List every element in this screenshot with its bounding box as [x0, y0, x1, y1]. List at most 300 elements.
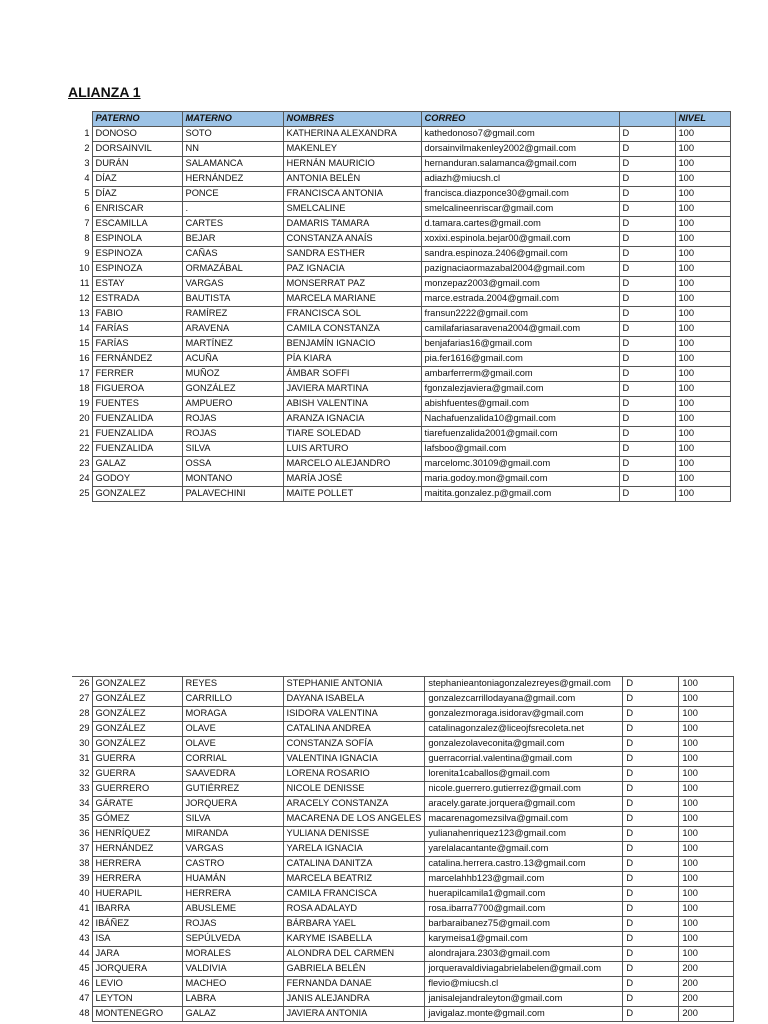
- grupo-cell: D: [619, 472, 675, 487]
- nivel-cell: 100: [679, 767, 734, 782]
- nivel-cell: 100: [675, 487, 730, 502]
- paterno-cell: DÍAZ: [92, 187, 182, 202]
- correo-cell: fgonzalezjaviera@gmail.com: [421, 382, 619, 397]
- materno-cell: RAMÍREZ: [182, 307, 283, 322]
- grupo-cell: D: [619, 412, 675, 427]
- grupo-cell: D: [623, 812, 679, 827]
- paterno-cell: GÓMEZ: [92, 812, 182, 827]
- correo-cell: marce.estrada.2004@gmail.com: [421, 292, 619, 307]
- grupo-cell: D: [623, 752, 679, 767]
- row-index: 16: [79, 353, 90, 364]
- table-row: [72, 292, 730, 307]
- table-row: [72, 947, 734, 962]
- grupo-cell: D: [623, 722, 679, 737]
- paterno-cell: DORSAINVIL: [92, 142, 182, 157]
- materno-cell: MARTÍNEZ: [182, 337, 283, 352]
- row-index: 31: [79, 753, 90, 764]
- nombres-cell: LORENA ROSARIO: [283, 767, 425, 782]
- paterno-cell: FUENTES: [92, 397, 182, 412]
- grupo-cell: D: [619, 172, 675, 187]
- materno-cell: BAUTISTA: [182, 292, 283, 307]
- correo-cell: guerracorrial.valentina@gmail.com: [425, 752, 623, 767]
- table-row: [72, 412, 730, 427]
- grupo-cell: D: [619, 262, 675, 277]
- materno-cell: ROJAS: [182, 917, 283, 932]
- grupo-cell: D: [623, 887, 679, 902]
- grupo-cell: D: [623, 872, 679, 887]
- nivel-cell: 100: [679, 752, 734, 767]
- nombres-cell: JAVIERA MARTINA: [283, 382, 421, 397]
- materno-cell: SILVA: [182, 812, 283, 827]
- nombres-cell: CONSTANZA SOFÍA: [283, 737, 425, 752]
- paterno-cell: IBÁÑEZ: [92, 917, 182, 932]
- students-table-bottom: [72, 676, 734, 1022]
- nombres-cell: BENJAMÍN IGNACIO: [283, 337, 421, 352]
- correo-cell: macarenagomezsilva@gmail.com: [425, 812, 623, 827]
- nivel-cell: 100: [675, 412, 730, 427]
- nombres-cell: SMELCALINE: [283, 202, 421, 217]
- correo-cell: catalinagonzalez@liceojfsrecoleta.net: [425, 722, 623, 737]
- table-row: [72, 962, 734, 977]
- grupo-cell: D: [619, 157, 675, 172]
- table-row: [72, 352, 730, 367]
- grupo-cell: D: [623, 1007, 679, 1022]
- table-row: [72, 932, 734, 947]
- correo-cell: abishfuentes@gmail.com: [421, 397, 619, 412]
- materno-cell: HERRERA: [182, 887, 283, 902]
- grupo-cell: D: [623, 797, 679, 812]
- nombres-cell: ALONDRA DEL CARMEN: [283, 947, 425, 962]
- nivel-cell: 100: [675, 382, 730, 397]
- grupo-cell: D: [619, 352, 675, 367]
- row-index: 3: [84, 158, 90, 169]
- materno-cell: LABRA: [182, 992, 283, 1007]
- paterno-cell: FERNÁNDEZ: [92, 352, 182, 367]
- nivel-cell: 100: [679, 827, 734, 842]
- nombres-cell: MARCELO ALEJANDRO: [283, 457, 421, 472]
- correo-cell: gonzalezcarrillodayana@gmail.com: [425, 692, 623, 707]
- materno-cell: CORRIAL: [182, 752, 283, 767]
- table-row: [72, 752, 734, 767]
- table-row: [72, 677, 734, 692]
- nivel-cell: 100: [675, 442, 730, 457]
- paterno-cell: FERRER: [92, 367, 182, 382]
- materno-cell: ROJAS: [182, 427, 283, 442]
- correo-cell: nicole.guerrero.gutierrez@gmail.com: [425, 782, 623, 797]
- materno-cell: MORALES: [182, 947, 283, 962]
- nombres-cell: NICOLE DENISSE: [283, 782, 425, 797]
- correo-cell: kathedonoso7@gmail.com: [421, 127, 619, 142]
- row-index: 35: [79, 813, 90, 824]
- correo-cell: marcelomc.30109@gmail.com: [421, 457, 619, 472]
- materno-cell: GUTIÉRREZ: [182, 782, 283, 797]
- table-row: [72, 797, 734, 812]
- row-index: 14: [79, 323, 90, 334]
- nombres-cell: FRANCISCA SOL: [283, 307, 421, 322]
- table-row: [72, 487, 730, 502]
- materno-cell: ARAVENA: [182, 322, 283, 337]
- row-index: 47: [79, 993, 90, 1004]
- paterno-cell: ESTAY: [92, 277, 182, 292]
- materno-cell: .: [182, 202, 283, 217]
- nivel-cell: 100: [679, 782, 734, 797]
- paterno-cell: ESPINOZA: [92, 247, 182, 262]
- paterno-cell: HERNÁNDEZ: [92, 842, 182, 857]
- paterno-cell: GONZALEZ: [92, 487, 182, 502]
- row-index: 18: [79, 383, 90, 394]
- materno-cell: CAÑAS: [182, 247, 283, 262]
- nombres-cell: CONSTANZA ANAÍS: [283, 232, 421, 247]
- nivel-cell: 200: [679, 992, 734, 1007]
- materno-cell: BEJAR: [182, 232, 283, 247]
- nivel-cell: 100: [679, 722, 734, 737]
- correo-cell: gonzalezolaveconita@gmail.com: [425, 737, 623, 752]
- paterno-cell: HUERAPIL: [92, 887, 182, 902]
- row-index: 29: [79, 723, 90, 734]
- table-row: [72, 202, 730, 217]
- nivel-cell: 100: [675, 262, 730, 277]
- table-row: [72, 307, 730, 322]
- paterno-cell: JARA: [92, 947, 182, 962]
- table-row: [72, 887, 734, 902]
- table-row: [72, 902, 734, 917]
- grupo-cell: D: [623, 977, 679, 992]
- table-row: [72, 142, 730, 157]
- correo-cell: lorenita1caballos@gmail.com: [425, 767, 623, 782]
- materno-cell: PONCE: [182, 187, 283, 202]
- nombres-cell: KARYME ISABELLA: [283, 932, 425, 947]
- header-index: [72, 112, 92, 127]
- materno-cell: MACHEO: [182, 977, 283, 992]
- nivel-cell: 100: [679, 902, 734, 917]
- table-row: [72, 977, 734, 992]
- correo-cell: yulianahenriquez123@gmail.com: [425, 827, 623, 842]
- nivel-cell: 100: [679, 887, 734, 902]
- paterno-cell: JORQUERA: [92, 962, 182, 977]
- row-index: 9: [84, 248, 90, 259]
- correo-cell: huerapilcamila1@gmail.com: [425, 887, 623, 902]
- correo-cell: d.tamara.cartes@gmail.com: [421, 217, 619, 232]
- paterno-cell: ESPINOZA: [92, 262, 182, 277]
- row-index: 22: [79, 443, 90, 454]
- grupo-cell: D: [623, 947, 679, 962]
- nombres-cell: CATALINA ANDREA: [283, 722, 425, 737]
- row-index: 46: [79, 978, 90, 989]
- nombres-cell: CAMILA CONSTANZA: [283, 322, 421, 337]
- paterno-cell: GUERRA: [92, 752, 182, 767]
- row-index: 37: [79, 843, 90, 854]
- grupo-cell: D: [623, 932, 679, 947]
- nivel-cell: 100: [679, 932, 734, 947]
- row-index: 20: [79, 413, 90, 424]
- paterno-cell: GONZÁLEZ: [92, 692, 182, 707]
- row-index: 36: [79, 828, 90, 839]
- row-index: 39: [79, 873, 90, 884]
- correo-cell: javigalaz.monte@gmail.com: [425, 1007, 623, 1022]
- row-index: 38: [79, 858, 90, 869]
- materno-cell: SALAMANCA: [182, 157, 283, 172]
- row-index: 23: [79, 458, 90, 469]
- grupo-cell: D: [619, 247, 675, 262]
- nivel-cell: 100: [675, 202, 730, 217]
- table-row: [72, 397, 730, 412]
- row-index: 43: [79, 933, 90, 944]
- correo-cell: catalina.herrera.castro.13@gmail.com: [425, 857, 623, 872]
- correo-cell: ambarferrerm@gmail.com: [421, 367, 619, 382]
- correo-cell: karymeisa1@gmail.com: [425, 932, 623, 947]
- nombres-cell: MACARENA DE LOS ANGELES: [283, 812, 425, 827]
- table-row: [72, 782, 734, 797]
- paterno-cell: GUERRA: [92, 767, 182, 782]
- nombres-cell: FRANCISCA ANTONIA: [283, 187, 421, 202]
- row-index: 41: [79, 903, 90, 914]
- paterno-cell: FARÍAS: [92, 322, 182, 337]
- row-index: 27: [79, 693, 90, 704]
- grupo-cell: D: [619, 277, 675, 292]
- table-row: [72, 692, 734, 707]
- grupo-cell: D: [623, 737, 679, 752]
- correo-cell: monzepaz2003@gmail.com: [421, 277, 619, 292]
- correo-cell: lafsboo@gmail.com: [421, 442, 619, 457]
- nivel-cell: 100: [675, 397, 730, 412]
- correo-cell: pia.fer1616@gmail.com: [421, 352, 619, 367]
- materno-cell: CARRILLO: [182, 692, 283, 707]
- correo-cell: barbaraibanez75@gmail.com: [425, 917, 623, 932]
- row-index: 40: [79, 888, 90, 899]
- table-row: [72, 722, 734, 737]
- table-row: [72, 812, 734, 827]
- table-row: [72, 707, 734, 722]
- paterno-cell: IBARRA: [92, 902, 182, 917]
- grupo-cell: D: [619, 397, 675, 412]
- materno-cell: ORMAZÁBAL: [182, 262, 283, 277]
- nivel-cell: 100: [675, 172, 730, 187]
- correo-cell: smelcalineenriscar@gmail.com: [421, 202, 619, 217]
- grupo-cell: D: [619, 142, 675, 157]
- row-index: 19: [79, 398, 90, 409]
- grupo-cell: D: [623, 857, 679, 872]
- paterno-cell: HERRERA: [92, 872, 182, 887]
- paterno-cell: GÁRATE: [92, 797, 182, 812]
- nombres-cell: DAMARIS TAMARA: [283, 217, 421, 232]
- table-row: [72, 767, 734, 782]
- table-row: [72, 872, 734, 887]
- materno-cell: REYES: [182, 677, 283, 692]
- nivel-cell: 100: [679, 812, 734, 827]
- grupo-cell: D: [619, 127, 675, 142]
- grupo-cell: D: [623, 707, 679, 722]
- grupo-cell: D: [623, 842, 679, 857]
- nivel-cell: 100: [675, 427, 730, 442]
- correo-cell: yarelalacantante@gmail.com: [425, 842, 623, 857]
- row-index: 25: [79, 488, 90, 499]
- table-body-bottom: [72, 677, 734, 1022]
- paterno-cell: FABIO: [92, 307, 182, 322]
- nombres-cell: ANTONIA BELÉN: [283, 172, 421, 187]
- table-row: [72, 457, 730, 472]
- correo-cell: dorsainvilmakenley2002@gmail.com: [421, 142, 619, 157]
- grupo-cell: D: [623, 677, 679, 692]
- correo-cell: stephanieantoniagonzalezreyes@gmail.com: [425, 677, 623, 692]
- nivel-cell: 100: [679, 947, 734, 962]
- paterno-cell: GONZALEZ: [92, 677, 182, 692]
- materno-cell: ABUSLEME: [182, 902, 283, 917]
- materno-cell: CARTES: [182, 217, 283, 232]
- nombres-cell: PÍA KIARA: [283, 352, 421, 367]
- row-index: 33: [79, 783, 90, 794]
- nombres-cell: SANDRA ESTHER: [283, 247, 421, 262]
- nivel-cell: 200: [679, 1007, 734, 1022]
- paterno-cell: GUERRERO: [92, 782, 182, 797]
- row-index: 13: [79, 308, 90, 319]
- row-index: 34: [79, 798, 90, 809]
- nombres-cell: YULIANA DENISSE: [283, 827, 425, 842]
- materno-cell: ACUÑA: [182, 352, 283, 367]
- nombres-cell: HERNÁN MAURICIO: [283, 157, 421, 172]
- nivel-cell: 100: [675, 157, 730, 172]
- row-index: 32: [79, 768, 90, 779]
- materno-cell: HERNÁNDEZ: [182, 172, 283, 187]
- nombres-cell: DAYANA ISABELA: [283, 692, 425, 707]
- grupo-cell: D: [619, 427, 675, 442]
- paterno-cell: HENRÍQUEZ: [92, 827, 182, 842]
- grupo-cell: D: [619, 367, 675, 382]
- grupo-cell: D: [623, 902, 679, 917]
- nombres-cell: MARCELA BEATRIZ: [283, 872, 425, 887]
- grupo-cell: D: [619, 487, 675, 502]
- nombres-cell: KATHERINA ALEXANDRA: [283, 127, 421, 142]
- correo-cell: Nachafuenzalida10@gmail.com: [421, 412, 619, 427]
- nivel-cell: 100: [675, 142, 730, 157]
- paterno-cell: HERRERA: [92, 857, 182, 872]
- table-row: [72, 827, 734, 842]
- materno-cell: OSSA: [182, 457, 283, 472]
- table-row: [72, 187, 730, 202]
- nombres-cell: PAZ IGNACIA: [283, 262, 421, 277]
- materno-cell: OLAVE: [182, 737, 283, 752]
- materno-cell: ROJAS: [182, 412, 283, 427]
- grupo-cell: D: [623, 962, 679, 977]
- nombres-cell: JAVIERA ANTONIA: [283, 1007, 425, 1022]
- nombres-cell: ÁMBAR SOFFI: [283, 367, 421, 382]
- grupo-cell: D: [619, 382, 675, 397]
- correo-cell: rosa.ibarra7700@gmail.com: [425, 902, 623, 917]
- nivel-cell: 100: [679, 872, 734, 887]
- grupo-cell: D: [623, 782, 679, 797]
- nivel-cell: 100: [679, 917, 734, 932]
- correo-cell: maitita.gonzalez.p@gmail.com: [421, 487, 619, 502]
- table-row: [72, 1007, 734, 1022]
- correo-cell: tiarefuenzalida2001@gmail.com: [421, 427, 619, 442]
- grupo-cell: D: [619, 232, 675, 247]
- grupo-cell: D: [619, 187, 675, 202]
- header-extra: [619, 112, 675, 127]
- nombres-cell: JANIS ALEJANDRA: [283, 992, 425, 1007]
- nivel-cell: 100: [675, 247, 730, 262]
- table-row: [72, 232, 730, 247]
- correo-cell: pazignaciaormazabal2004@gmail.com: [421, 262, 619, 277]
- row-index: 44: [79, 948, 90, 959]
- paterno-cell: LEYTON: [92, 992, 182, 1007]
- materno-cell: MORAGA: [182, 707, 283, 722]
- materno-cell: JORQUERA: [182, 797, 283, 812]
- paterno-cell: ESCAMILLA: [92, 217, 182, 232]
- nombres-cell: VALENTINA IGNACIA: [283, 752, 425, 767]
- correo-cell: francisca.diazponce30@gmail.com: [421, 187, 619, 202]
- grupo-cell: D: [619, 307, 675, 322]
- nivel-cell: 100: [675, 217, 730, 232]
- materno-cell: CASTRO: [182, 857, 283, 872]
- paterno-cell: GODOY: [92, 472, 182, 487]
- materno-cell: NN: [182, 142, 283, 157]
- nombres-cell: ARANZA IGNACIA: [283, 412, 421, 427]
- materno-cell: MIRANDA: [182, 827, 283, 842]
- paterno-cell: ENRISCAR: [92, 202, 182, 217]
- table-row: [72, 337, 730, 352]
- row-index: 15: [79, 338, 90, 349]
- nivel-cell: 100: [675, 127, 730, 142]
- materno-cell: SAAVEDRA: [182, 767, 283, 782]
- nombres-cell: MARCELA MARIANE: [283, 292, 421, 307]
- paterno-cell: FUENZALIDA: [92, 427, 182, 442]
- grupo-cell: D: [619, 217, 675, 232]
- grupo-cell: D: [619, 322, 675, 337]
- row-index: 30: [79, 738, 90, 749]
- nivel-cell: 100: [675, 457, 730, 472]
- row-index: 45: [79, 963, 90, 974]
- nombres-cell: TIARE SOLEDAD: [283, 427, 421, 442]
- table-row: [72, 737, 734, 752]
- nombres-cell: ROSA ADALAYD: [283, 902, 425, 917]
- nivel-cell: 100: [675, 307, 730, 322]
- paterno-cell: DÍAZ: [92, 172, 182, 187]
- grupo-cell: D: [623, 767, 679, 782]
- students-table-top: [72, 111, 731, 502]
- nombres-cell: FERNANDA DANAE: [283, 977, 425, 992]
- row-index: 10: [79, 263, 90, 274]
- paterno-cell: ESPINOLA: [92, 232, 182, 247]
- grupo-cell: D: [619, 457, 675, 472]
- paterno-cell: DONOSO: [92, 127, 182, 142]
- paterno-cell: ESTRADA: [92, 292, 182, 307]
- nombres-cell: BÁRBARA YAEL: [283, 917, 425, 932]
- nombres-cell: ABISH VALENTINA: [283, 397, 421, 412]
- nombres-cell: ISIDORA VALENTINA: [283, 707, 425, 722]
- row-index: 6: [84, 203, 90, 214]
- table-row: [72, 262, 730, 277]
- nivel-cell: 100: [675, 187, 730, 202]
- nombres-cell: MAKENLEY: [283, 142, 421, 157]
- paterno-cell: FIGUEROA: [92, 382, 182, 397]
- row-index: 21: [79, 428, 90, 439]
- row-index: 17: [79, 368, 90, 379]
- paterno-cell: MONTENEGRO: [92, 1007, 182, 1022]
- nombres-cell: YARELA IGNACIA: [283, 842, 425, 857]
- table-row: [72, 277, 730, 292]
- materno-cell: PALAVECHINI: [182, 487, 283, 502]
- table-row: [72, 217, 730, 232]
- nivel-cell: 100: [675, 292, 730, 307]
- materno-cell: MONTANO: [182, 472, 283, 487]
- grupo-cell: D: [619, 337, 675, 352]
- nivel-cell: 100: [675, 232, 730, 247]
- page-title: ALIANZA 1: [68, 84, 141, 100]
- nivel-cell: 100: [675, 367, 730, 382]
- nivel-cell: 100: [675, 322, 730, 337]
- materno-cell: HUAMÁN: [182, 872, 283, 887]
- nivel-cell: 100: [679, 692, 734, 707]
- nivel-cell: 100: [679, 797, 734, 812]
